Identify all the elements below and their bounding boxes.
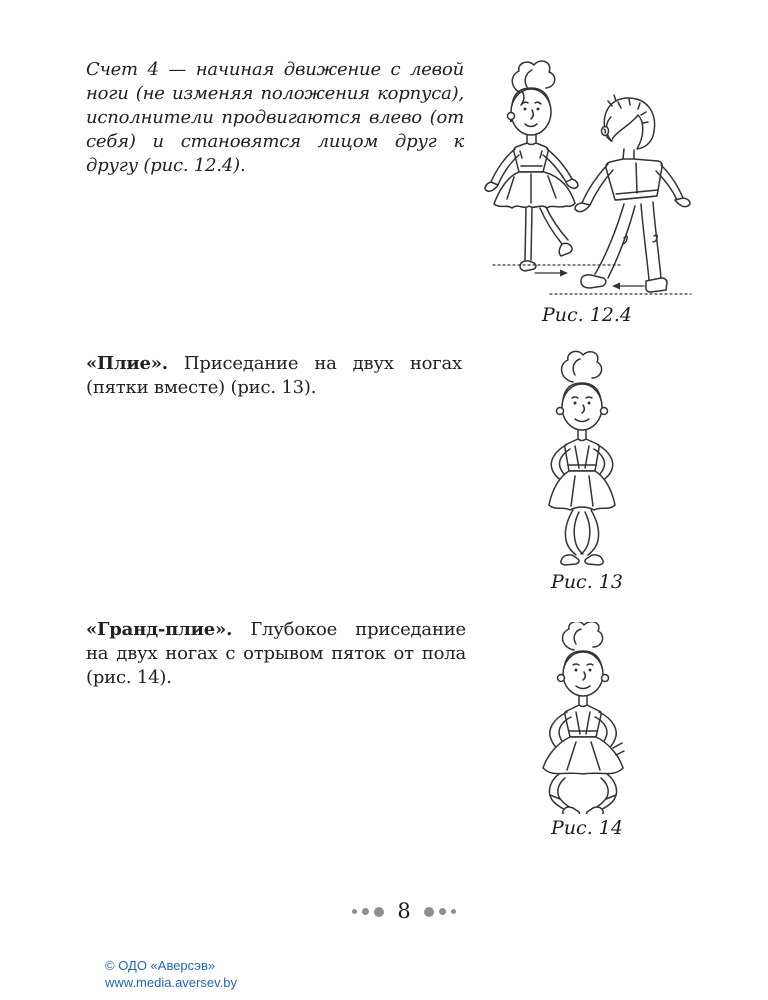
paragraph-text: Приседание на двух ногах (пятки вместе) (рис. 13).: [86, 353, 462, 398]
figure-14-caption: Рис. 14: [551, 817, 623, 839]
paragraph-text: Глубокое приседание на двух ногах с отрывом пяток от пола (рис. 14).: [86, 619, 466, 688]
paragraph-grand-plie: [86, 618, 466, 690]
figure-12-4-caption: Рис. 12.4: [541, 304, 633, 326]
dot-icon: [424, 907, 434, 917]
publisher-footer: [105, 957, 237, 991]
girl-plie-drawing: [549, 351, 615, 565]
page-footer-pagination: [0, 901, 768, 922]
page-number: 8: [397, 899, 411, 923]
pagination-dots-left: [352, 907, 384, 917]
figure-13-caption: Рис. 13: [551, 571, 623, 593]
figure-12-4-illustration: [478, 60, 696, 302]
paragraph-plie: [86, 352, 462, 400]
figure-13-illustration: [503, 350, 673, 570]
dot-icon: [352, 909, 357, 914]
dot-icon: [439, 908, 446, 915]
paragraph-schet-4: [86, 58, 464, 178]
paragraph-text: Счет 4 — начиная движение с левой ноги (не изменяя положения корпуса), исполнители продвигаются влево (от себя) и становятся лицом друг к другу (рис. 12.4).: [86, 59, 464, 176]
girl-grand-plie-drawing: [543, 622, 624, 814]
term-grand-plie: «Гранд-плие».: [86, 619, 233, 640]
dot-icon: [451, 909, 456, 914]
girl-dancer-drawing: [485, 61, 620, 276]
pagination-dots-right: [424, 907, 456, 917]
dot-icon: [374, 907, 384, 917]
copyright-text: © ОДО «Аверсэв»: [105, 958, 216, 973]
term-plie: «Плие».: [86, 353, 168, 374]
publisher-website-link[interactable]: www.media.aversev.by: [105, 975, 237, 990]
figure-14-illustration: [503, 622, 673, 814]
dot-icon: [362, 908, 369, 915]
